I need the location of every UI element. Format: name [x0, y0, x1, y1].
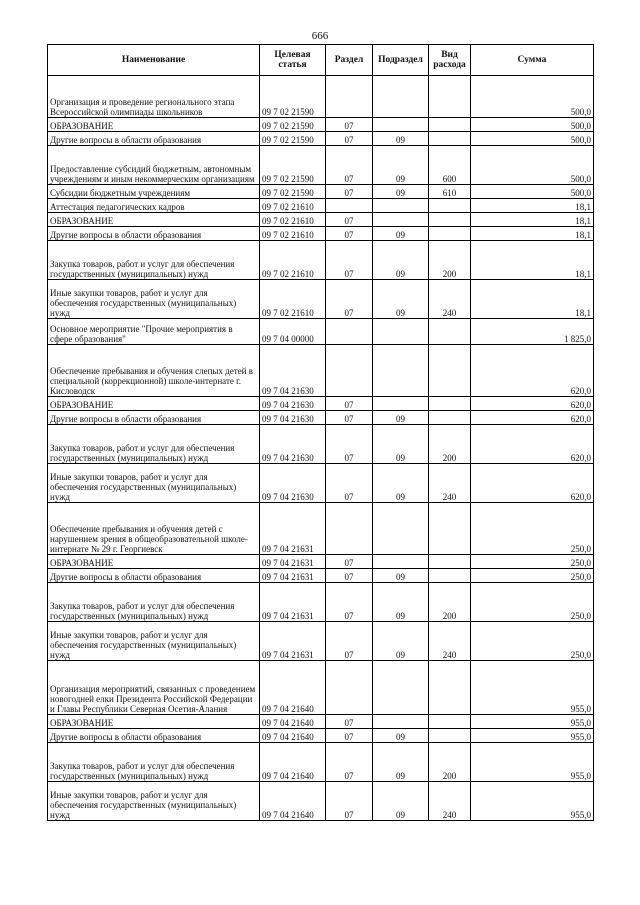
row-section: 07: [326, 715, 373, 729]
row-name: Закупка товаров, работ и услуг для обеспечения государственных (муниципальных) нужд: [48, 241, 260, 280]
row-name: ОБРАЗОВАНИЕ: [48, 118, 260, 132]
row-type: 200: [429, 425, 471, 464]
header-type: Вид расхода: [429, 45, 471, 76]
table-row: [48, 241, 594, 280]
row-name: Организация мероприятий, связанных с проведением новогодней елки Президента Российской Федерации и Главы Республики Северная Осетия-Алания: [48, 661, 260, 715]
row-name: Предоставление субсидий бюджетным, автономным учреждениям и иным некоммерческим организациям: [48, 146, 260, 185]
row-name: Закупка товаров, работ и услуг для обеспечения государственных (муниципальных) нужд: [48, 583, 260, 622]
row-code: 09 7 02 21610: [260, 227, 326, 241]
row-section: 07: [326, 782, 373, 821]
row-type: [429, 319, 471, 345]
row-section: 07: [326, 227, 373, 241]
row-name: ОБРАЗОВАНИЕ: [48, 213, 260, 227]
table-row: [48, 782, 594, 821]
row-sum: 18,1: [471, 280, 594, 319]
row-sum: 955,0: [471, 729, 594, 743]
row-subsection: 09: [373, 425, 429, 464]
row-subsection: 09: [373, 280, 429, 319]
row-type: [429, 569, 471, 583]
row-section: 07: [326, 241, 373, 280]
row-name: Организация и проведение регионального этапа Всероссийской олимпиады школьников: [48, 76, 260, 118]
row-section: 07: [326, 555, 373, 569]
row-code: 09 7 04 21630: [260, 345, 326, 397]
row-type: 200: [429, 583, 471, 622]
row-subsection: [373, 213, 429, 227]
row-code: 09 7 02 21610: [260, 199, 326, 213]
row-name: Иные закупки товаров, работ и услуг для обеспечения государственных (муниципальных) нужд: [48, 464, 260, 503]
row-name: Субсидии бюджетным учреждениям: [48, 185, 260, 199]
table-row: [48, 76, 594, 118]
row-code: 09 7 04 21640: [260, 743, 326, 782]
row-type: 240: [429, 782, 471, 821]
row-name: Другие вопросы в области образования: [48, 227, 260, 241]
row-section: [326, 76, 373, 118]
row-subsection: 09: [373, 411, 429, 425]
row-subsection: 09: [373, 743, 429, 782]
row-type: [429, 555, 471, 569]
row-sum: 250,0: [471, 583, 594, 622]
row-name: ОБРАЗОВАНИЕ: [48, 715, 260, 729]
table-row: [48, 715, 594, 729]
row-section: 07: [326, 280, 373, 319]
row-subsection: [373, 715, 429, 729]
row-type: [429, 503, 471, 555]
table-row: [48, 213, 594, 227]
row-name: Иные закупки товаров, работ и услуг для обеспечения государственных (муниципальных) нужд: [48, 782, 260, 821]
row-section: [326, 199, 373, 213]
row-type: [429, 345, 471, 397]
table-row: [48, 425, 594, 464]
row-type: 240: [429, 464, 471, 503]
row-name: Основное мероприятие "Прочие мероприятия в сфере образования": [48, 319, 260, 345]
row-sum: 620,0: [471, 464, 594, 503]
table-row: [48, 280, 594, 319]
row-sum: 250,0: [471, 569, 594, 583]
row-subsection: 09: [373, 729, 429, 743]
table-row: [48, 464, 594, 503]
row-name: Закупка товаров, работ и услуг для обеспечения государственных (муниципальных) нужд: [48, 425, 260, 464]
row-sum: 250,0: [471, 503, 594, 555]
row-code: 09 7 04 21640: [260, 715, 326, 729]
row-code: 09 7 02 21590: [260, 146, 326, 185]
table-row: [48, 583, 594, 622]
row-subsection: 09: [373, 241, 429, 280]
row-type: [429, 715, 471, 729]
row-subsection: [373, 503, 429, 555]
table-header-row: [48, 45, 594, 76]
table-row: [48, 118, 594, 132]
row-code: 09 7 04 21630: [260, 464, 326, 503]
row-subsection: [373, 661, 429, 715]
row-name: Аттестация педагогических кадров: [48, 199, 260, 213]
row-name: Обеспечение пребывания и обучения слепых детей в специальной (коррекционной) школе-интернате г. Кисловодск: [48, 345, 260, 397]
row-sum: 18,1: [471, 241, 594, 280]
row-sum: 1 825,0: [471, 319, 594, 345]
row-subsection: 09: [373, 464, 429, 503]
row-sum: 18,1: [471, 199, 594, 213]
row-name: Другие вопросы в области образования: [48, 729, 260, 743]
row-sum: 250,0: [471, 622, 594, 661]
table-row: [48, 345, 594, 397]
row-subsection: [373, 118, 429, 132]
row-subsection: 09: [373, 146, 429, 185]
row-code: 09 7 02 21590: [260, 132, 326, 146]
row-subsection: 09: [373, 622, 429, 661]
row-sum: 620,0: [471, 425, 594, 464]
row-type: [429, 76, 471, 118]
row-subsection: 09: [373, 132, 429, 146]
table-row: [48, 743, 594, 782]
row-subsection: [373, 76, 429, 118]
row-type: 240: [429, 280, 471, 319]
row-sum: 955,0: [471, 715, 594, 729]
table-row: [48, 132, 594, 146]
table-row: [48, 555, 594, 569]
row-sum: 250,0: [471, 555, 594, 569]
row-code: 09 7 04 21640: [260, 782, 326, 821]
row-type: [429, 661, 471, 715]
row-code: 09 7 04 00000: [260, 319, 326, 345]
row-sum: 500,0: [471, 132, 594, 146]
header-code: Целевая статья: [260, 45, 326, 76]
row-type: 240: [429, 622, 471, 661]
budget-table: [47, 44, 594, 821]
row-name: Иные закупки товаров, работ и услуг для обеспечения государственных (муниципальных) нужд: [48, 622, 260, 661]
row-code: 09 7 04 21631: [260, 503, 326, 555]
row-section: 07: [326, 118, 373, 132]
row-name: Закупка товаров, работ и услуг для обеспечения государственных (муниципальных) нужд: [48, 743, 260, 782]
row-code: 09 7 02 21590: [260, 118, 326, 132]
row-name: Другие вопросы в области образования: [48, 132, 260, 146]
row-sum: 500,0: [471, 118, 594, 132]
table-row: [48, 569, 594, 583]
row-type: [429, 227, 471, 241]
row-code: 09 7 04 21631: [260, 569, 326, 583]
table-row: [48, 729, 594, 743]
row-section: 07: [326, 132, 373, 146]
row-section: 07: [326, 464, 373, 503]
row-code: 09 7 04 21631: [260, 622, 326, 661]
table-row: [48, 185, 594, 199]
row-code: 09 7 04 21630: [260, 397, 326, 411]
row-subsection: 09: [373, 569, 429, 583]
table-body: [48, 76, 594, 821]
row-sum: 620,0: [471, 397, 594, 411]
row-subsection: 09: [373, 185, 429, 199]
row-subsection: [373, 397, 429, 411]
row-section: 07: [326, 622, 373, 661]
row-sum: 620,0: [471, 411, 594, 425]
row-section: 07: [326, 425, 373, 464]
row-section: 07: [326, 213, 373, 227]
row-subsection: [373, 555, 429, 569]
row-type: 200: [429, 241, 471, 280]
row-sum: 955,0: [471, 661, 594, 715]
row-sum: 955,0: [471, 743, 594, 782]
row-section: [326, 661, 373, 715]
row-section: 07: [326, 569, 373, 583]
row-section: 07: [326, 185, 373, 199]
row-subsection: [373, 319, 429, 345]
header-sum: Сумма: [471, 45, 594, 76]
row-section: [326, 503, 373, 555]
page-number: 666: [311, 30, 329, 42]
row-subsection: 09: [373, 227, 429, 241]
header-section: Раздел: [326, 45, 373, 76]
table-row: [48, 622, 594, 661]
row-sum: 500,0: [471, 76, 594, 118]
row-type: [429, 411, 471, 425]
row-code: 09 7 02 21590: [260, 76, 326, 118]
table-row: [48, 411, 594, 425]
row-name: ОБРАЗОВАНИЕ: [48, 555, 260, 569]
row-code: 09 7 04 21631: [260, 555, 326, 569]
row-section: 07: [326, 583, 373, 622]
row-section: 07: [326, 397, 373, 411]
row-code: 09 7 02 21590: [260, 185, 326, 199]
row-section: 07: [326, 743, 373, 782]
row-type: [429, 397, 471, 411]
row-section: 07: [326, 146, 373, 185]
row-name: Другие вопросы в области образования: [48, 569, 260, 583]
row-sum: 620,0: [471, 345, 594, 397]
row-section: 07: [326, 411, 373, 425]
row-code: 09 7 04 21640: [260, 661, 326, 715]
row-code: 09 7 02 21610: [260, 213, 326, 227]
row-type: 610: [429, 185, 471, 199]
row-name: Обеспечение пребывания и обучения детей с нарушением зрения в общеобразовательной школе-интернате № 29 г. Георгиевск: [48, 503, 260, 555]
table-row: [48, 199, 594, 213]
row-subsection: [373, 199, 429, 213]
row-type: [429, 118, 471, 132]
row-name: ОБРАЗОВАНИЕ: [48, 397, 260, 411]
table-row: [48, 503, 594, 555]
row-type: 600: [429, 146, 471, 185]
table-row: [48, 319, 594, 345]
row-type: [429, 729, 471, 743]
row-code: 09 7 04 21631: [260, 583, 326, 622]
row-code: 09 7 04 21630: [260, 425, 326, 464]
row-type: 200: [429, 743, 471, 782]
row-subsection: [373, 345, 429, 397]
row-type: [429, 199, 471, 213]
row-subsection: 09: [373, 782, 429, 821]
table-row: [48, 661, 594, 715]
row-code: 09 7 02 21610: [260, 280, 326, 319]
row-section: 07: [326, 729, 373, 743]
row-sum: 18,1: [471, 213, 594, 227]
table-row: [48, 227, 594, 241]
row-type: [429, 132, 471, 146]
row-sum: 955,0: [471, 782, 594, 821]
table-row: [48, 397, 594, 411]
row-code: 09 7 02 21610: [260, 241, 326, 280]
row-code: 09 7 04 21640: [260, 729, 326, 743]
row-section: [326, 345, 373, 397]
header-name: Наименование: [48, 45, 260, 76]
header-subsection: Подраздел: [373, 45, 429, 76]
row-type: [429, 213, 471, 227]
row-name: Иные закупки товаров, работ и услуг для обеспечения государственных (муниципальных) нужд: [48, 280, 260, 319]
row-sum: 18,1: [471, 227, 594, 241]
row-sum: 500,0: [471, 185, 594, 199]
row-subsection: 09: [373, 583, 429, 622]
row-code: 09 7 04 21630: [260, 411, 326, 425]
table-row: [48, 146, 594, 185]
row-section: [326, 319, 373, 345]
row-sum: 500,0: [471, 146, 594, 185]
row-name: Другие вопросы в области образования: [48, 411, 260, 425]
